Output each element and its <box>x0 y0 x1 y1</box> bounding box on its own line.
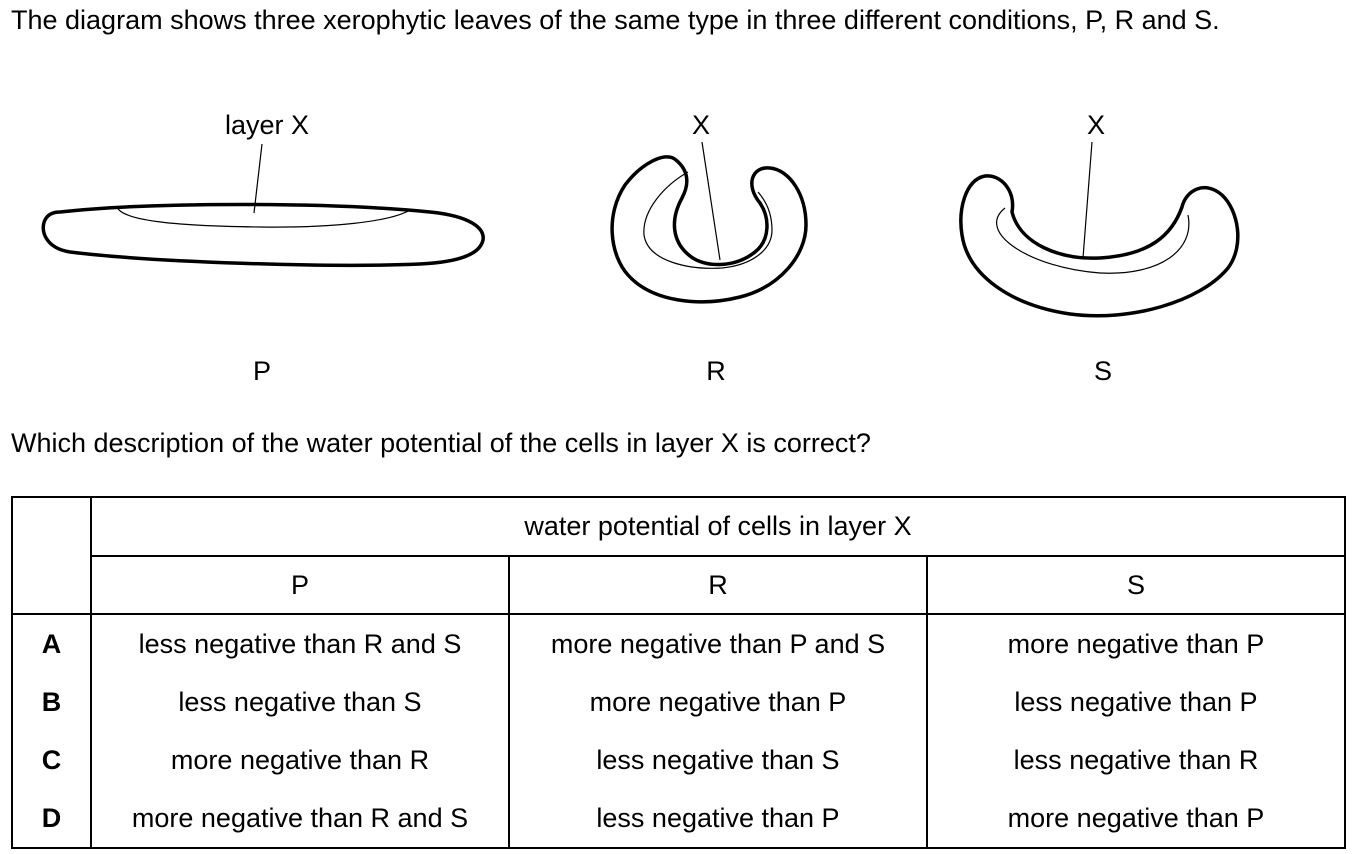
option-cell: less negative than S <box>91 673 509 731</box>
question-stem: Which description of the water potential of the cells in layer X is correct? <box>11 428 871 458</box>
leaf-s-outline <box>961 176 1238 316</box>
leaf-r-caption: R <box>706 356 726 386</box>
leaf-r <box>612 110 806 386</box>
option-cell: more negative than P <box>509 673 927 731</box>
table-header-row <box>12 497 1345 556</box>
option-cell: more negative than P and S <box>509 614 927 673</box>
option-cell: less negative than R <box>927 731 1345 789</box>
option-cell: less negative than R and S <box>91 614 509 673</box>
leaf-s-pointer-label: X <box>1086 110 1106 140</box>
option-row-b[interactable] <box>12 673 1345 731</box>
column-header-r: R <box>509 556 927 614</box>
option-cell: less negative than S <box>509 731 927 789</box>
option-key: B <box>12 673 91 731</box>
key-header-cell <box>12 497 91 614</box>
option-cell: less negative than P <box>509 789 927 848</box>
leaf-r-pointer-label: X <box>691 110 711 140</box>
leaf-p-caption: P <box>252 356 272 386</box>
option-cell: more negative than P <box>927 614 1345 673</box>
leaf-r-outline <box>612 157 806 302</box>
leaf-s-pointer-line <box>1083 142 1092 258</box>
column-header-p: P <box>91 556 509 614</box>
column-header-row <box>12 556 1345 614</box>
option-key: C <box>12 731 91 789</box>
leaf-p <box>43 110 483 386</box>
answer-table <box>11 496 1346 849</box>
leaf-s-caption: S <box>1093 356 1113 386</box>
leaf-diagram <box>0 0 1356 400</box>
group-header: water potential of cells in layer X <box>91 497 1345 556</box>
option-row-a[interactable] <box>12 614 1345 673</box>
leaf-s <box>961 110 1238 386</box>
option-cell: more negative than R <box>91 731 509 789</box>
option-row-d[interactable] <box>12 789 1345 848</box>
leaf-p-pointer-line <box>254 144 262 213</box>
leaf-p-layer-x <box>117 207 410 227</box>
option-cell: less negative than P <box>927 673 1345 731</box>
leaf-p-pointer-label: layer X <box>224 110 310 140</box>
option-key: A <box>12 614 91 673</box>
column-header-s: S <box>927 556 1345 614</box>
option-cell: more negative than R and S <box>91 789 509 848</box>
question-intro: The diagram shows three xerophytic leaves of the same type in three different conditions, P, R and S. <box>11 5 1220 35</box>
option-row-c[interactable] <box>12 731 1345 789</box>
option-cell: more negative than P <box>927 789 1345 848</box>
leaf-p-outline <box>43 205 483 266</box>
leaf-r-pointer-line <box>702 142 720 260</box>
option-key: D <box>12 789 91 848</box>
